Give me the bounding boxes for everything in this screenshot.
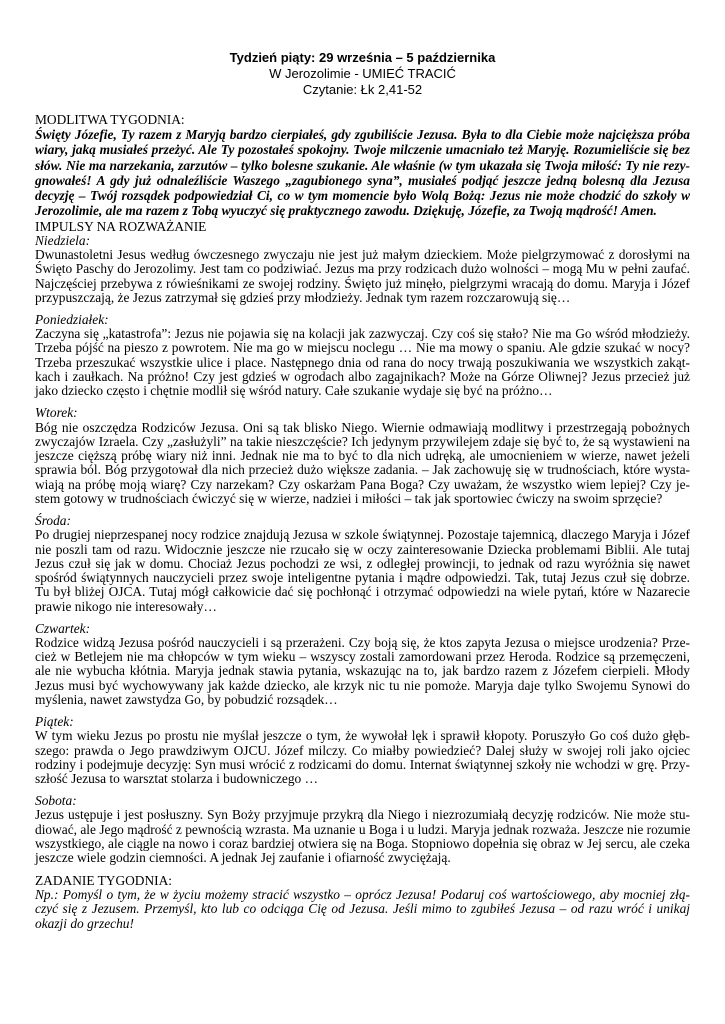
text-line: Bóg nie oszczędza Rodziców Jezusa. Oni są tak blisko Niego. Wiernie odmawiają modlitwy i przestrzegają pobożnych xyxy=(35,419,690,435)
text-line: Po drugiej nieprzespanej nocy rodzice znajdują Jezusa w szkole świątynnej. Pozostaje tajemnicą, dlaczego Maryja i Józef xyxy=(35,527,690,543)
text-line: słów. Nie ma narzekania, zarzutów – tylko bolesne szukanie. Ale właśnie (w tym ukazała się Twoja miłość: Ty nie rezy- xyxy=(35,157,690,173)
day-heading: Poniedziałek: xyxy=(35,311,109,327)
text-line: stem gotowy w trudnościach ćwiczyć się w wierze, nadziei i miłości – tak jak sportowiec ćwiczy na swoim sprzęcie? xyxy=(35,491,663,507)
text-line: rodziny i podejmuje decyzję: Syn musi wrócić z rodzicami do domu. Internat świątynnej szkoły nie wchodzi w grę. Przy- xyxy=(35,756,690,772)
reading-reference: Czytanie: Łk 2,41-52 xyxy=(302,82,423,97)
text-line: Święto Paschy do Jerozolimy. Jest tam co podziwiać. Jezus ma przy rodzicach dużo wolności – mogą Mu w pełni zaufać. xyxy=(35,261,690,277)
text-line: szego: prawda o Jego prawdziwym OJCU. Józef milczy. Co miałby powiedzieć? Dalej służy w swojej roli jako ojciec xyxy=(35,742,690,758)
text-line: Tu był bliżej OJCA. Tutaj mógł całkowicie dać się pochłonąć i otrzymać odpowiedzi na wiele pytań, które w Nazarecie xyxy=(35,584,690,600)
day-reflection xyxy=(35,622,690,708)
text-line: Jezus musi być wychowywany jak każde dziecko, ale krzyk nic tu nie pomoże. Maryja daje tylko Swojemu Synowi do xyxy=(35,677,690,693)
day-reflection xyxy=(35,514,690,614)
text-line: diować, ale Jego mądrość z pewnością wzrasta. Ma uznanie u Boga i u ludzi. Maryja jednak rozważa. Jeszcze nie rozumie xyxy=(35,821,691,837)
text-line: Trzeba przeszukać wszystkie ulice i place. Następnego dnia od rana do nocy trwają poszukiwania we wszystkich zakąt- xyxy=(35,354,690,370)
text-line: zwyczajów Izraela. Czy „zasłużyli” na takie nieszczęście? Ich jedynym przywilejem zdaje się być to, że są wystawieni na xyxy=(35,433,690,449)
text-line: Trzeba pójść na pieszo z powrotem. Nie ma go w miejscu noclegu … Nie ma mowy o spaniu. Ale gdzie szukać w nocy? xyxy=(35,340,690,356)
text-line: W tym wieku Jezus po prostu nie myślał jeszcze o tym, że wywołał lęk i sprawił kłopoty. Poruszyło Go coś dużo głęb- xyxy=(35,728,690,744)
text-line: Jerozolimie, ale ma razem z Tobą wyuczyć się praktycznego zawodu. Dziękuję, Józefie, za Twoją mądrość! Amen. xyxy=(35,203,657,219)
text-line: sprawia ból. Bóg przygotował dla nich przecież dużo większe zadania. – Jak zachowuję się w trudnościach, które wysta- xyxy=(35,462,690,478)
text-line: ale nie wybucha kłótnia. Maryja jednak stawia pytania, wskazując na to, jak bardzo razem z Józefem cierpieli. Młody xyxy=(35,663,690,679)
text-line: wszystkiego, ale ciągle na nowo i coraz bardziej otwiera się na Boga. Stopniowo dopełnia się obraz w Jej sercu, ale czeka xyxy=(35,835,690,851)
day-heading: Niedziela: xyxy=(35,232,91,248)
document-subtitle: W Jerozolimie - UMIEĆ TRACIĆ xyxy=(269,66,456,81)
document-header xyxy=(0,50,725,98)
day-heading: Środa: xyxy=(35,512,71,528)
text-line: Dwunastoletni Jesus według ówczesnego zwyczaju nie jest już małym dzieckiem. Może pielgrzymować z dorosłymi na xyxy=(35,247,690,263)
text-line: prawie nikogo nie interesowały… xyxy=(35,598,217,614)
text-line: Jezus ustępuje i jest posłuszny. Syn Boży przyjmuje przykrą dla Niego i niezrozumiałą decyzję rodziców. Nie może stu- xyxy=(35,807,690,823)
document-body xyxy=(35,112,690,931)
day-reflection xyxy=(35,406,690,506)
text-line: przypuszczają, że Jezus zatrzymał się gdzieś przy młodzieży. Jednak tym razem rozczarowują się… xyxy=(35,289,571,305)
text-line: myślenia, nawet zawstydza Go, by pobudzić rozsądek… xyxy=(35,692,338,708)
text-line: jeszcze cięższą próbę wiary niż inni. Jednak nie ma to być to dla nich udręką, ale umocnieniem w wierze, nawet jeżeli xyxy=(35,448,690,464)
text-line: decyzję – Twój rozsądek podpowiedział Ci, co w tym momencie było Wolą Bożą: Jezus nie może chodzić do szkoły w xyxy=(35,188,690,204)
text-line: cież w Betlejem nie ma chłopców w tym wieku – wszyscy zostali zamordowani przez Heroda. Rodzice są przemęczeni, xyxy=(35,649,690,665)
weekly-prayer xyxy=(35,112,690,219)
text-line: wiary, jaką musiałeś przeżyć. Ale Ty pozostałeś spokojny. Twoje milczenie umacniało też Maryję. Rozumieliście się bez xyxy=(35,142,690,158)
day-heading: Piątek: xyxy=(35,713,74,729)
text-line: wiają na próbę moją wiarę? Czy narzekam? Czy oskarżam Pana Boga? Czy uważam, że wszystko wiem lepiej? Czy je- xyxy=(35,476,690,492)
text-line: spośród świątynnych nauczycieli przez swoje inteligentne pytania i mądre odpowiedzi. Tak, tutaj Jezus czuł się dobrze. xyxy=(35,570,690,586)
text-line: Np.: Pomyśl o tym, że w życiu możemy stracić wszystko – oprócz Jezusa! Podaruj coś wartościowego, aby mocniej złą- xyxy=(35,887,690,903)
document-title: Tydzień piąty: 29 września – 5 października xyxy=(229,50,496,65)
day-heading: Wtorek: xyxy=(35,405,78,421)
text-line: Jezus czuł się jak w domu. Chociaż Jezus pochodzi ze wsi, z odległej prowincji, to jednak od razu wyróżnia się nawet xyxy=(35,555,690,571)
day-reflection xyxy=(35,794,690,865)
text-line: Rodzice widzą Jezusa pośród nauczycieli i są przerażeni. Czy boją się, że ktos zapyta Jezusa o miejsce urodzenia? Prze- xyxy=(35,634,690,650)
text-line: jeszcze wiele godzin ciemności. A jednak Jej zaufanie i ofiarność zwyciężają. xyxy=(35,850,451,866)
day-heading: Czwartek: xyxy=(35,620,91,636)
text-line: gnowałeś! A gdy już odnaleźliście Waszego „zagubionego syna”, musiałeś podjąć jeszcze jedną bolesną dla Jezusa xyxy=(35,172,690,188)
day-heading: Sobota: xyxy=(35,793,77,809)
day-reflection xyxy=(35,313,690,399)
section-heading-impulses: IMPULSY NA ROZWAŻANIE xyxy=(35,218,207,234)
text-line: szłość Jezusa to warsztat stolarza i budowniczego … xyxy=(35,771,318,787)
text-line: kach i zaułkach. Na próżno! Czy jest gdzieś w ogrodach albo zagajnikach? Może na Górze Oliwnej? Jezus przecież już xyxy=(35,369,690,385)
text-line: czyć się z Jezusem. Przemyśl, kto lub co odciąga Cię od Jezusa. Jeśli mimo to zgubiłeś Jezusa – od razu wróć i unikaj xyxy=(35,901,690,917)
text-line: Święty Józefie, Ty razem z Maryją bardzo cierpiałeś, gdy zgubiliście Jezusa. Była to dla Ciebie może najcięższa próba xyxy=(35,127,690,142)
text-line: nie poszli tam od razu. Widocznie jeszcze nie rzucało się w oczy zainteresowanie Dziecka problemami Biblii. Ale tutaj xyxy=(35,541,690,557)
text-line: Najczęściej przebywa z rówieśnikami ze swojej rodziny. Święto już minęło, pielgrzymi wracają do domu. Maryja i Józef xyxy=(35,275,690,291)
text-line: okazji do grzechu! xyxy=(35,915,134,931)
day-reflection xyxy=(35,715,690,786)
day-reflection xyxy=(35,234,690,305)
text-line: Zaczyna się „katastrofa”: Jezus nie pojawia się na kolacji jak zazwyczaj. Czy coś się stało? Nie ma Go wśród młodzieży. xyxy=(35,326,690,342)
section-heading-task: ZADANIE TYGODNIA: xyxy=(35,873,172,889)
weekly-task xyxy=(35,873,690,931)
section-heading-prayer: MODLITWA TYGODNIA: xyxy=(35,112,185,127)
text-line: jako dziecko często i chętnie modlił się wśród natury. Całe szukanie wydaje się być na próżno… xyxy=(35,383,553,399)
